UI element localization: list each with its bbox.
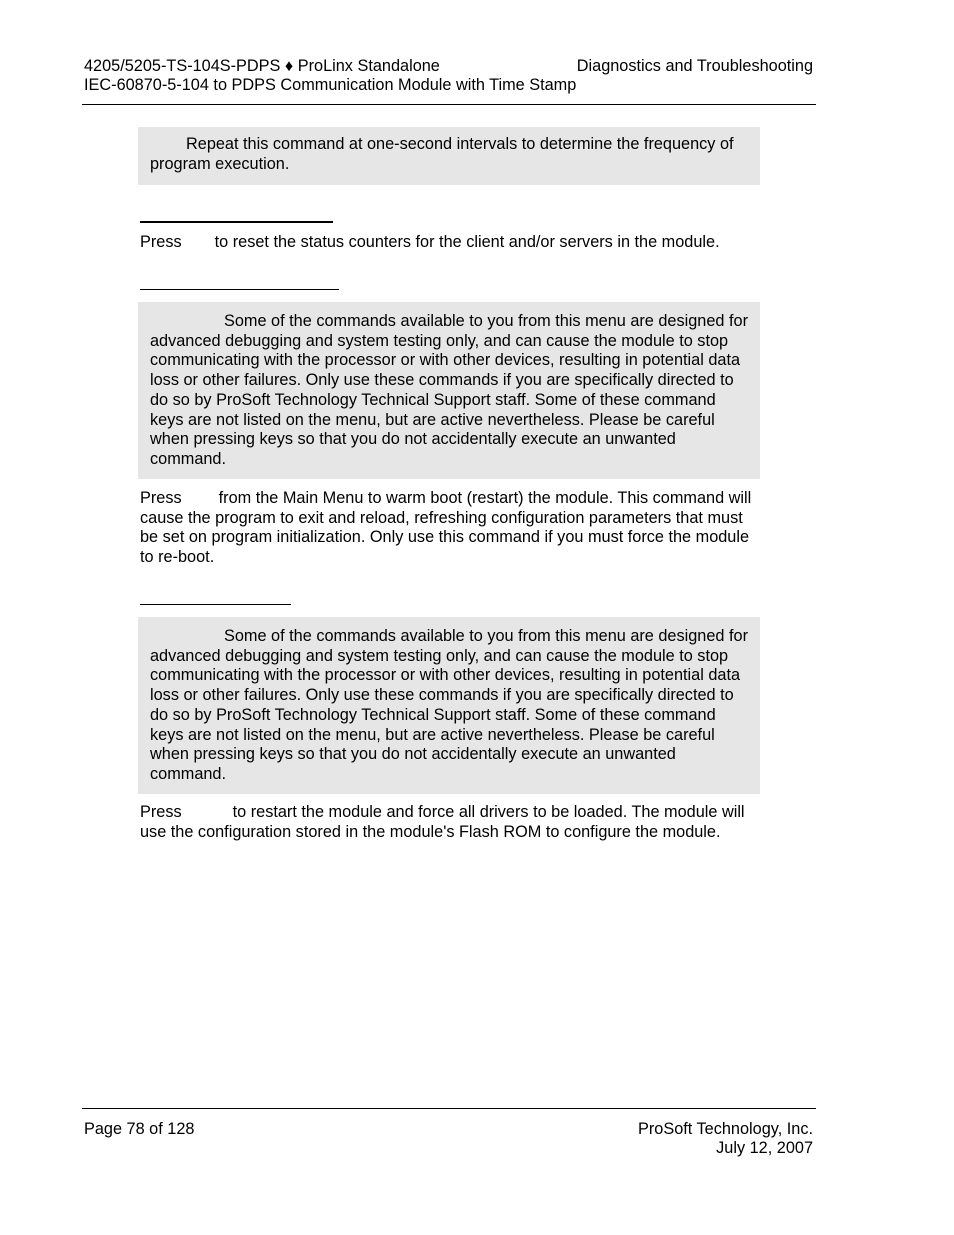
header-title-line1: 4205/5205-TS-104S-PDPS ♦ ProLinx Standalone <box>84 57 440 75</box>
footer-date: July 12, 2007 <box>716 1139 813 1157</box>
header-section-title: Diagnostics and Troubleshooting <box>576 57 813 75</box>
press-word: Press <box>140 489 182 507</box>
section-heading-underline-warm-boot <box>140 289 339 290</box>
warm-boot-paragraph <box>140 489 760 568</box>
reset-counters-paragraph <box>140 233 720 253</box>
header-rule <box>82 104 816 105</box>
warning-text: Some of the commands available to you from this menu are designed for advanced debugging and system testing only, and can cause the module to stop communicating with the processor or with other devices, resulting in potential data loss or other failures. Only use these commands if you are specifically directed to do so by ProSoft Technology Technical Support staff. Some of these command keys are not listed on the menu, but are active nevertheless. Please be careful when pressing keys so that you do not accidentally execute an unwanted command. <box>150 627 748 783</box>
warning-box <box>138 617 760 794</box>
cold-boot-paragraph <box>140 803 760 842</box>
reset-counters-text: to reset the status counters for the client and/or servers in the module. <box>214 233 720 251</box>
page-number: Page 78 of 128 <box>84 1120 195 1138</box>
section-heading-underline-cold-boot <box>140 604 291 605</box>
footer-rule <box>82 1108 816 1109</box>
cold-boot-text: to restart the module and force all drivers to be loaded. The module will use the configuration stored in the module's Flash ROM to configure the module. <box>140 803 745 841</box>
section-heading-underline-reset <box>140 221 333 223</box>
warning-box <box>138 302 760 479</box>
press-word: Press <box>140 803 182 821</box>
warm-boot-text: from the Main Menu to warm boot (restart) the module. This command will cause the program to exit and reload, refreshing configuration parameters that must be set on program initialization. Only use this command if you must force the module to re-boot. <box>140 489 752 567</box>
header-title-line2: IEC-60870-5-104 to PDPS Communication Module with Time Stamp <box>84 76 577 94</box>
footer-company: ProSoft Technology, Inc. <box>638 1120 813 1138</box>
press-word: Press <box>140 233 182 251</box>
note-text: Repeat this command at one-second intervals to determine the frequency of program execution. <box>150 135 734 173</box>
note-box <box>138 127 760 185</box>
warning-text: Some of the commands available to you from this menu are designed for advanced debugging and system testing only, and can cause the module to stop communicating with the processor or with other devices, resulting in potential data loss or other failures. Only use these commands if you are specifically directed to do so by ProSoft Technology Technical Support staff. Some of these command keys are not listed on the menu, but are active nevertheless. Please be careful when pressing keys so that you do not accidentally execute an unwanted command. <box>150 312 748 468</box>
